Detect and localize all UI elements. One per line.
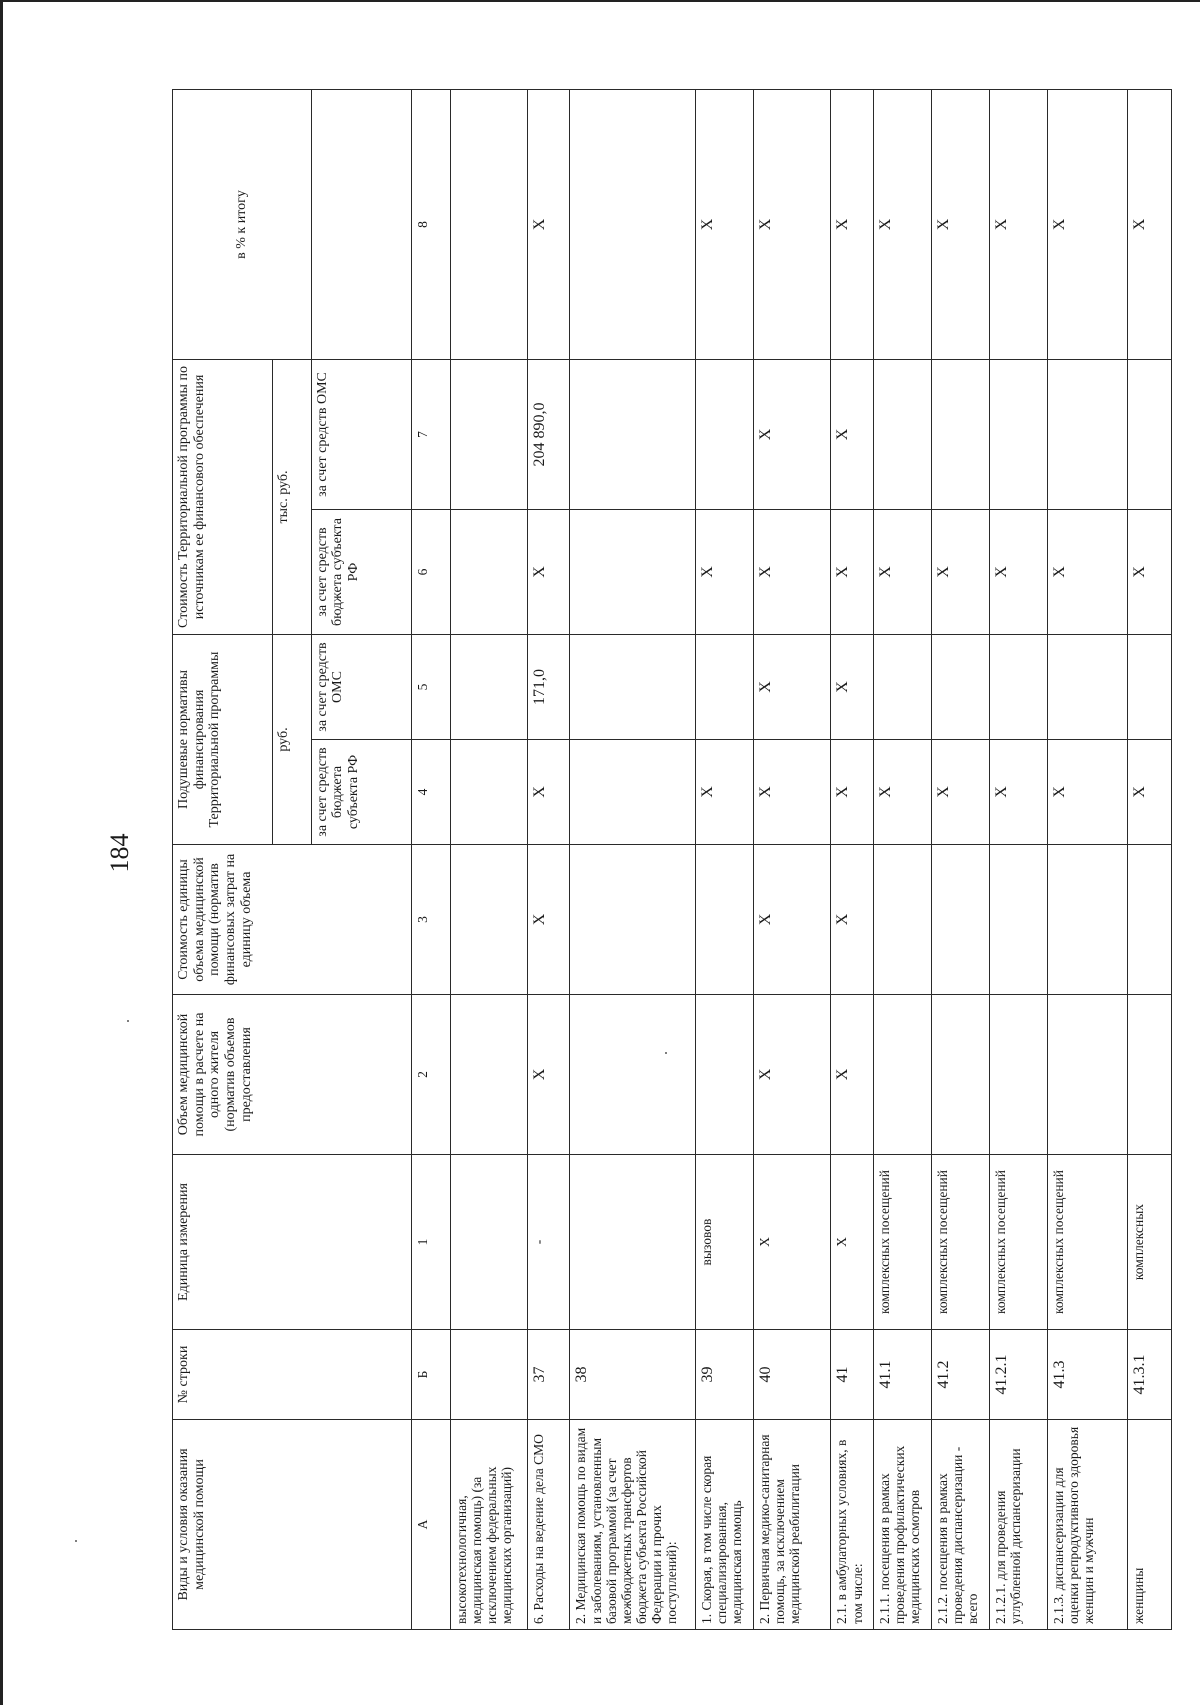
table-row (1047, 89, 1127, 1629)
row-col6-cell (450, 510, 528, 635)
row-col3-cell: X (528, 845, 570, 995)
index-col-6: 6 (411, 510, 450, 635)
row-col7-cell (989, 359, 1047, 509)
row-line-cell: 37 (528, 1330, 570, 1420)
row-col8-cell: X (753, 89, 831, 359)
table-row (873, 89, 931, 1629)
row-col2-cell (1127, 995, 1171, 1155)
row-unit-cell: комплексных (1127, 1155, 1171, 1330)
row-col2-cell: X (831, 995, 873, 1155)
row-col3-cell (570, 845, 695, 995)
row-col3-cell: X (831, 845, 873, 995)
table-row (450, 89, 528, 1629)
rotated-table-container (172, 90, 1172, 1630)
row-col6-cell: X (831, 510, 873, 635)
header-col-2: Объем медицинской помощи в расчете на одного жителя (норматив объемов предоставления (173, 995, 412, 1155)
row-unit-cell: X (831, 1155, 873, 1330)
row-col4-cell: X (1047, 740, 1127, 845)
row-col3-cell (695, 845, 753, 995)
row-col7-cell (1127, 359, 1171, 509)
row-col4-cell (450, 740, 528, 845)
row-unit-cell: комплексных посещений (1047, 1155, 1127, 1330)
row-col6-cell: X (528, 510, 570, 635)
row-name-cell: 1. Скорая, в том числе скорая специализированная, медицинская помощь (695, 1420, 753, 1630)
row-name-cell: 2.1.3. диспансеризации для оценки репродуктивного здоровья женщин и мужчин (1047, 1420, 1127, 1630)
row-line-cell: 41.2 (931, 1330, 989, 1420)
page-number: 184 (105, 833, 134, 873)
row-col5-cell (873, 635, 931, 740)
row-line-cell: 39 (695, 1330, 753, 1420)
header-group-normatives: Подушевые нормативы финансирования Территориальной программы (173, 635, 273, 845)
row-unit-cell: вызовов (695, 1155, 753, 1330)
row-col7-cell (931, 359, 989, 509)
financing-table (172, 89, 1172, 1630)
table-row (753, 89, 831, 1629)
table-row (931, 89, 989, 1629)
row-col8-cell: X (989, 89, 1047, 359)
row-col3-cell (931, 845, 989, 995)
row-col7-cell (873, 359, 931, 509)
index-col-2: 2 (411, 995, 450, 1155)
header-col-b: № строки (173, 1330, 412, 1420)
row-col4-cell: X (831, 740, 873, 845)
header-rub: руб. (272, 635, 311, 845)
row-unit-cell: комплексных посещений (873, 1155, 931, 1330)
row-col2-cell: X (753, 995, 831, 1155)
row-col3-cell (450, 845, 528, 995)
row-name-cell: 2.1.2.1. для проведения углубленной диспансеризации (989, 1420, 1047, 1630)
header-col-8-blank (311, 89, 411, 359)
row-name-cell: высокотехнологичная, медицинская помощь) (за исключением федеральных медицинских организаций) (450, 1420, 528, 1630)
row-col4-cell: X (873, 740, 931, 845)
row-unit-cell (570, 1155, 695, 1330)
row-col8-cell: X (1127, 89, 1171, 359)
row-col6-cell: X (1127, 510, 1171, 635)
index-col-5: 5 (411, 635, 450, 740)
row-col2-cell (931, 995, 989, 1155)
row-col4-cell: X (695, 740, 753, 845)
row-col6-cell: X (931, 510, 989, 635)
row-col5-cell (1127, 635, 1171, 740)
table-row (570, 89, 695, 1629)
row-col8-cell (570, 89, 695, 359)
row-line-cell: 41.1 (873, 1330, 931, 1420)
table-row (1127, 89, 1171, 1629)
index-col-3: 3 (411, 845, 450, 995)
header-col-8: в % к итогу (173, 89, 312, 359)
row-col6-cell (570, 510, 695, 635)
table-row (831, 89, 873, 1629)
row-name-cell: женщины (1127, 1420, 1171, 1630)
row-col5-cell (931, 635, 989, 740)
scan-speck (75, 1540, 77, 1542)
header-col-7: за счет средств ОМС (311, 359, 411, 509)
header-col-5: за счет средств ОМС (311, 635, 411, 740)
header-col-4: за счет средств бюджета субъекта РФ (311, 740, 411, 845)
table-row (695, 89, 753, 1629)
row-col7-cell (1047, 359, 1127, 509)
index-col-8: 8 (411, 89, 450, 359)
row-col6-cell: X (695, 510, 753, 635)
row-col7-cell: X (753, 359, 831, 509)
row-line-cell: 38 (570, 1330, 695, 1420)
row-col7-cell (450, 359, 528, 509)
row-col2-cell (695, 995, 753, 1155)
row-col6-cell: X (873, 510, 931, 635)
header-col-3: Стоимость единицы объема медицинской помощи (норматив финансовых затрат на единицу объема (173, 845, 412, 995)
index-col-4: 4 (411, 740, 450, 845)
row-unit-cell: - (528, 1155, 570, 1330)
row-col8-cell: X (831, 89, 873, 359)
row-name-cell: 6. Расходы на ведение дела СМО (528, 1420, 570, 1630)
row-line-cell: 40 (753, 1330, 831, 1420)
row-col7-cell (570, 359, 695, 509)
row-col5-cell (989, 635, 1047, 740)
scan-speck (127, 1020, 129, 1022)
row-col7-cell (695, 359, 753, 509)
header-thous-rub: тыс. руб. (272, 359, 311, 634)
row-col5-cell: X (831, 635, 873, 740)
row-col4-cell: X (989, 740, 1047, 845)
row-col2-cell (570, 995, 695, 1155)
row-col3-cell (1127, 845, 1171, 995)
row-col5-cell (1047, 635, 1127, 740)
index-col-1: 1 (411, 1155, 450, 1330)
row-col5-cell: 171,0 (528, 635, 570, 740)
row-line-cell (450, 1330, 528, 1420)
row-col2-cell (1047, 995, 1127, 1155)
row-col8-cell (450, 89, 528, 359)
row-col3-cell (1047, 845, 1127, 995)
row-name-cell: 2.1. в амбулаторных условиях, в том числе: (831, 1420, 873, 1630)
row-col5-cell (450, 635, 528, 740)
row-col3-cell: X (753, 845, 831, 995)
table-row (989, 89, 1047, 1629)
row-line-cell: 41.3 (1047, 1330, 1127, 1420)
header-col-a: Виды и условия оказания медицинской помощи (173, 1420, 412, 1630)
row-unit-cell: X (753, 1155, 831, 1330)
header-col-6: за счет средств бюджета субъекта РФ (311, 510, 411, 635)
row-unit-cell: комплексных посещений (989, 1155, 1047, 1330)
row-line-cell: 41.3.1 (1127, 1330, 1171, 1420)
row-col2-cell: X (528, 995, 570, 1155)
scan-edge-top (0, 0, 1200, 2)
row-name-cell: 2.1.1. посещения в рамках проведения профилактических медицинских осмотров (873, 1420, 931, 1630)
row-col4-cell: X (931, 740, 989, 845)
header-group-cost: Стоимость Территориальной программы по источникам ее финансового обеспечения (173, 359, 273, 634)
row-col2-cell (450, 995, 528, 1155)
index-col-7: 7 (411, 359, 450, 509)
row-col6-cell: X (753, 510, 831, 635)
row-col2-cell (989, 995, 1047, 1155)
row-col3-cell (873, 845, 931, 995)
row-col4-cell: X (528, 740, 570, 845)
row-col8-cell: X (695, 89, 753, 359)
row-col3-cell (989, 845, 1047, 995)
row-col5-cell: X (753, 635, 831, 740)
row-col8-cell: X (1047, 89, 1127, 359)
row-col8-cell: X (931, 89, 989, 359)
row-line-cell: 41.2.1 (989, 1330, 1047, 1420)
scan-edge-left (0, 0, 3, 1705)
row-col6-cell: X (989, 510, 1047, 635)
row-col7-cell: 204 890,0 (528, 359, 570, 509)
index-col-b: Б (411, 1330, 450, 1420)
row-col2-cell (873, 995, 931, 1155)
row-col6-cell: X (1047, 510, 1127, 635)
table-row (528, 89, 570, 1629)
row-col5-cell (695, 635, 753, 740)
row-col4-cell: X (1127, 740, 1171, 845)
row-col7-cell: X (831, 359, 873, 509)
row-name-cell: 2.1.2. посещения в рамках проведения диспансеризации - всего (931, 1420, 989, 1630)
index-col-a: А (411, 1420, 450, 1630)
header-col-1: Единица измерения (173, 1155, 412, 1330)
row-col8-cell: X (873, 89, 931, 359)
row-unit-cell: комплексных посещений (931, 1155, 989, 1330)
row-name-cell: 2. Медицинская помощь по видам и заболеваниям, установленным базовой программой (за счет межбюджетных трансфертов бюджета субъекта Российской Федерации и прочих поступлений): (570, 1420, 695, 1630)
row-name-cell: 2. Первичная медико-санитарная помощь, за исключением медицинской реабилитации (753, 1420, 831, 1630)
row-col5-cell (570, 635, 695, 740)
row-col4-cell (570, 740, 695, 845)
row-col4-cell: X (753, 740, 831, 845)
row-col8-cell: X (528, 89, 570, 359)
row-line-cell: 41 (831, 1330, 873, 1420)
row-unit-cell (450, 1155, 528, 1330)
